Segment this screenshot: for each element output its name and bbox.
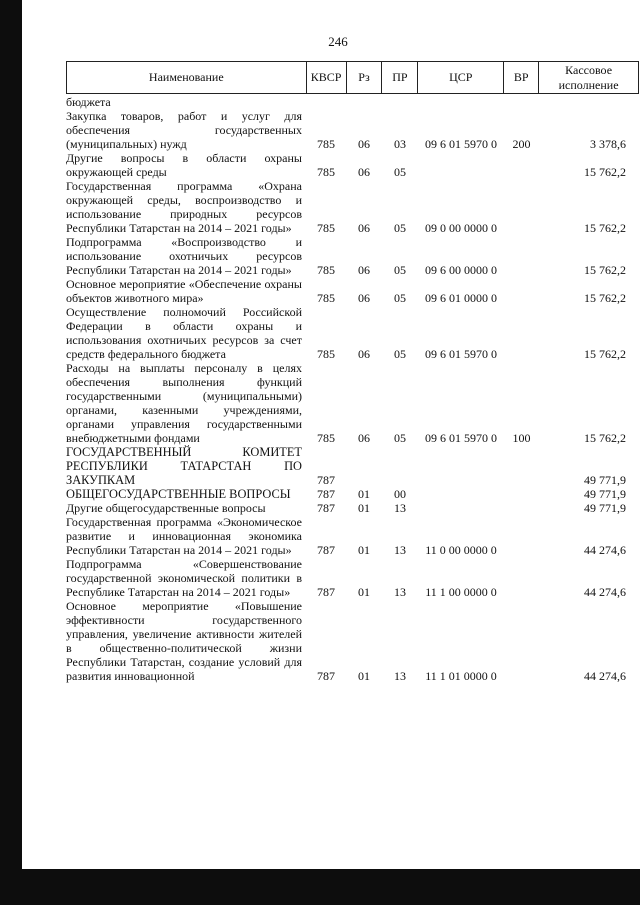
cell-rz: 06 [358, 291, 370, 305]
cell-kvsr: 785 [317, 137, 335, 151]
cell-kvsr: 787 [317, 473, 335, 487]
scan-border-left [0, 0, 22, 905]
header-name: Наименование [67, 62, 307, 93]
table-row [66, 361, 639, 445]
table-row [66, 109, 639, 151]
table-row [66, 95, 639, 109]
cell-kvsr: 787 [317, 487, 335, 501]
cell-csr: 09 6 01 5970 0 [425, 347, 497, 361]
cell-name: Другие вопросы в области охраны окружающей среды [66, 151, 302, 179]
table-row [66, 305, 639, 361]
cell-sum: 3 378,6 [590, 137, 626, 151]
cell-kvsr: 785 [317, 291, 335, 305]
cell-name: Основное мероприятие «Повышение эффективности государственного управления, увеличение активности жителей в общественно-политической жизни Республики Татарстан, создание условий для развития инновационной [66, 599, 302, 683]
cell-kvsr: 787 [317, 669, 335, 683]
cell-name: Другие общегосударственные вопросы [66, 501, 266, 515]
cell-pr: 05 [394, 221, 406, 235]
cell-name: Подпрограмма «Совершенствование государственной экономической политики в Республике Татарстан на 2014 – 2021 годы» [66, 557, 302, 599]
header-sum: Кассовое исполнение [539, 62, 639, 93]
cell-csr: 11 1 01 0000 0 [425, 669, 497, 683]
cell-kvsr: 785 [317, 165, 335, 179]
cell-sum: 49 771,9 [584, 473, 626, 487]
cell-csr: 11 1 00 0000 0 [425, 585, 497, 599]
cell-pr: 13 [394, 585, 406, 599]
cell-sum: 15 762,2 [584, 263, 626, 277]
cell-sum: 15 762,2 [584, 431, 626, 445]
cell-pr: 00 [394, 487, 406, 501]
cell-pr: 05 [394, 431, 406, 445]
table-row [66, 235, 639, 277]
table-row [66, 515, 639, 557]
cell-kvsr: 785 [317, 221, 335, 235]
cell-rz: 01 [358, 487, 370, 501]
cell-csr: 09 0 00 0000 0 [425, 221, 497, 235]
cell-kvsr: 785 [317, 263, 335, 277]
cell-pr: 05 [394, 263, 406, 277]
cell-name: Государственная программа «Экономическое развитие и инновационная экономика Республики Татарстан на 2014 – 2021 годы» [66, 515, 302, 557]
table-row [66, 151, 639, 179]
cell-csr: 09 6 01 5970 0 [425, 431, 497, 445]
table-row [66, 179, 639, 235]
cell-kvsr: 785 [317, 347, 335, 361]
scan-border-bottom [0, 869, 640, 905]
header-pr: ПР [382, 62, 418, 93]
table-body [66, 95, 639, 683]
header-vr: ВР [504, 62, 539, 93]
cell-name: ОБЩЕГОСУДАРСТВЕННЫЕ ВОПРОСЫ [66, 487, 291, 501]
cell-sum: 15 762,2 [584, 165, 626, 179]
cell-pr: 13 [394, 501, 406, 515]
cell-sum: 15 762,2 [584, 221, 626, 235]
cell-rz: 06 [358, 347, 370, 361]
table-row [66, 487, 639, 501]
cell-name: Основное мероприятие «Обеспечение охраны объектов животного мира» [66, 277, 302, 305]
cell-vr: 200 [512, 137, 531, 151]
header-rz: Рз [347, 62, 383, 93]
cell-pr: 03 [394, 137, 406, 151]
header-kvsr: КВСР [307, 62, 347, 93]
cell-csr: 09 6 00 0000 0 [425, 263, 497, 277]
cell-pr: 05 [394, 165, 406, 179]
cell-pr: 05 [394, 291, 406, 305]
cell-name: бюджета [66, 95, 111, 109]
cell-kvsr: 785 [317, 431, 335, 445]
header-csr: ЦСР [418, 62, 504, 93]
cell-name: Осуществление полномочий Российской Федерации в области охраны и использования охотничьих ресурсов за счет средств федерального бюджета [66, 305, 302, 361]
cell-vr: 100 [512, 431, 531, 445]
cell-sum: 49 771,9 [584, 487, 626, 501]
cell-sum: 15 762,2 [584, 347, 626, 361]
cell-sum: 44 274,6 [584, 585, 626, 599]
cell-rz: 06 [358, 137, 370, 151]
cell-rz: 06 [358, 431, 370, 445]
cell-kvsr: 787 [317, 501, 335, 515]
table-row [66, 557, 639, 599]
cell-name: ГОСУДАРСТВЕННЫЙ КОМИТЕТ РЕСПУБЛИКИ ТАТАРСТАН ПО ЗАКУПКАМ [66, 445, 302, 487]
cell-name: Закупка товаров, работ и услуг для обеспечения государственных (муниципальных) нужд [66, 109, 302, 151]
cell-sum: 15 762,2 [584, 291, 626, 305]
page-number: 246 [328, 34, 348, 49]
cell-kvsr: 787 [317, 585, 335, 599]
cell-csr: 09 6 01 5970 0 [425, 137, 497, 151]
cell-name: Расходы на выплаты персоналу в целях обеспечения выполнения функций государственными (муниципальными) органами, казенными учреждениями, органами управления государственными внебюджетными фондами [66, 361, 302, 445]
cell-pr: 05 [394, 347, 406, 361]
cell-rz: 01 [358, 669, 370, 683]
cell-csr: 09 6 01 0000 0 [425, 291, 497, 305]
table-header [66, 61, 639, 94]
cell-rz: 06 [358, 263, 370, 277]
cell-csr: 11 0 00 0000 0 [425, 543, 497, 557]
cell-pr: 13 [394, 543, 406, 557]
cell-rz: 06 [358, 221, 370, 235]
cell-rz: 06 [358, 165, 370, 179]
cell-kvsr: 787 [317, 543, 335, 557]
cell-name: Подпрограмма «Воспроизводство и использование охотничьих ресурсов Республики Татарстан на 2014 – 2021 годы» [66, 235, 302, 277]
table-row [66, 445, 639, 487]
cell-rz: 01 [358, 501, 370, 515]
cell-name: Государственная программа «Охрана окружающей среды, воспроизводство и использование природных ресурсов Республики Татарстан на 2014 – 2021 годы» [66, 179, 302, 235]
table-row [66, 277, 639, 305]
cell-rz: 01 [358, 585, 370, 599]
cell-sum: 49 771,9 [584, 501, 626, 515]
cell-pr: 13 [394, 669, 406, 683]
table-row [66, 599, 639, 683]
cell-sum: 44 274,6 [584, 543, 626, 557]
cell-sum: 44 274,6 [584, 669, 626, 683]
cell-rz: 01 [358, 543, 370, 557]
table-row [66, 501, 639, 515]
